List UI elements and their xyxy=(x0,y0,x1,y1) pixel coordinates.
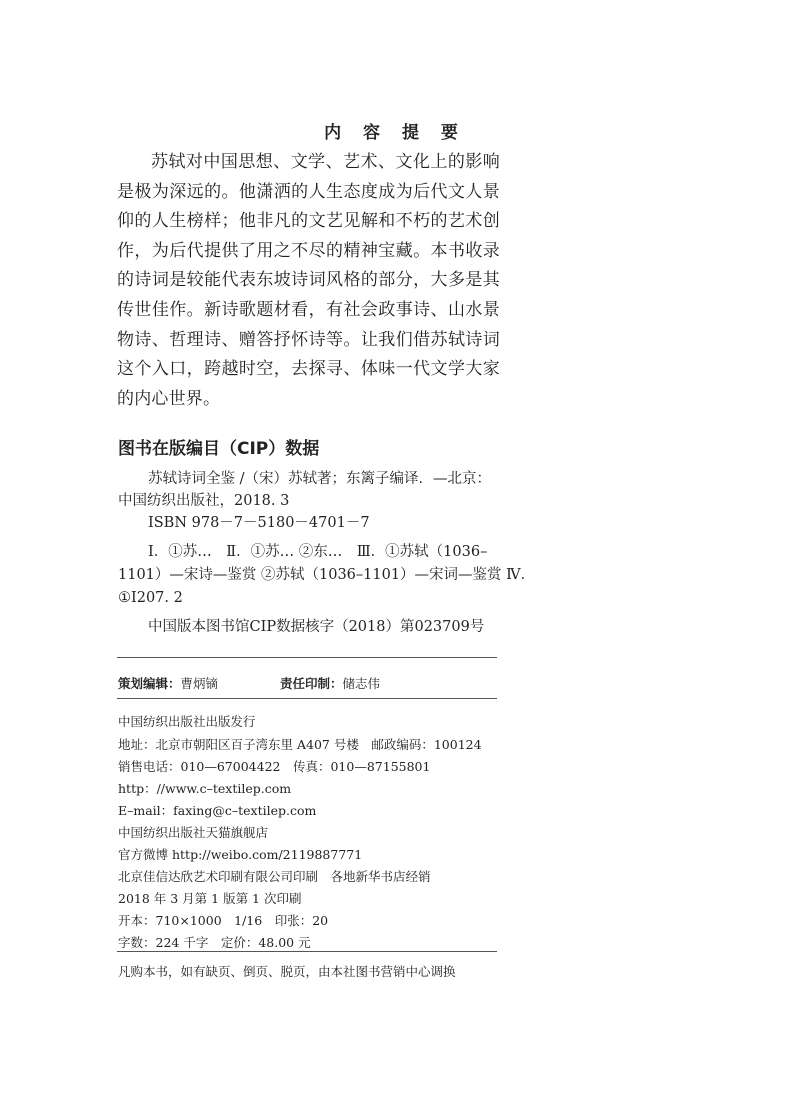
defect-notice: 凡购本书，如有缺页、倒页、脱页，由本社图书营销中心调换 xyxy=(118,964,456,979)
print-manager-name: 储志伟 xyxy=(342,676,381,691)
cip-subject-line-1: Ⅰ．①苏… Ⅱ．①苏… ②东… Ⅲ．①苏轼（1036– xyxy=(148,544,488,560)
editors-line xyxy=(118,674,380,692)
publisher-email[interactable]: E–mail：faxing@c–textilep.com xyxy=(118,803,317,818)
price-line: 字数：224 千字 定价：48.00 元 xyxy=(118,935,311,950)
cip-subject-line-2: 1101）—宋诗—鉴赏 ②苏轼（1036–1101）—宋词—鉴赏 Ⅳ． xyxy=(118,567,536,583)
cip-title: 图书在版编目（CIP）数据 xyxy=(118,439,320,459)
cip-record-number: 中国版本图书馆CIP数据核字（2018）第023709号 xyxy=(148,619,485,635)
divider xyxy=(117,951,497,952)
publisher-website[interactable]: http：//www.c–textilep.com xyxy=(118,781,292,796)
cip-classification: ①I207. 2 xyxy=(118,590,183,606)
cip-isbn: ISBN 978－7－5180－4701－7 xyxy=(148,515,370,531)
publisher-phone: 销售电话：010—67004422 传真：010—87155801 xyxy=(118,759,431,774)
publisher-issuer: 中国纺织出版社出版发行 xyxy=(118,714,256,729)
printer-line: 北京佳信达欣艺术印刷有限公司印刷 各地新华书店经销 xyxy=(118,869,431,884)
publisher-store: 中国纺织出版社天猫旗舰店 xyxy=(118,825,269,840)
format-line: 开本：710×1000 1/16 印张：20 xyxy=(118,913,329,928)
divider xyxy=(117,698,497,699)
publisher-address: 地址：北京市朝阳区百子湾东里 A407 号楼 邮政编码：100124 xyxy=(118,737,482,752)
edition-line: 2018 年 3 月第 1 版第 1 次印刷 xyxy=(118,891,302,906)
publisher-weibo[interactable]: 官方微博 http://weibo.com/2119887771 xyxy=(118,847,363,862)
summary-paragraph: 苏轼对中国思想、文学、艺术、文化上的影响是极为深远的。他潇洒的人生态度成为后代文人景仰的人生榜样；他非凡的文艺见解和不朽的艺术创作，为后代提供了用之不尽的精神宝藏。本书收录的诗词是较能代表东坡诗词风格的部分，大多是其传世佳作。新诗歌题材看，有社会政事诗、山水景物诗、哲理诗、赠答抒怀诗等。让我们借苏轼诗词这个入口，跨越时空，去探寻、体味一代文学大家的内心世界。 xyxy=(117,152,500,409)
planning-editor-name: 曹炳镝 xyxy=(180,676,219,691)
cip-publisher-line: 中国纺织出版社，2018. 3 xyxy=(118,493,290,509)
divider xyxy=(117,657,497,658)
planning-editor-label: 策划编辑： xyxy=(118,676,181,691)
summary-title: 内 容 提 要 xyxy=(324,123,466,143)
cip-title-line: 苏轼诗词全鉴 /（宋）苏轼著；东篱子编译．—北京： xyxy=(148,471,491,487)
print-manager-label: 责任印制： xyxy=(280,676,343,691)
